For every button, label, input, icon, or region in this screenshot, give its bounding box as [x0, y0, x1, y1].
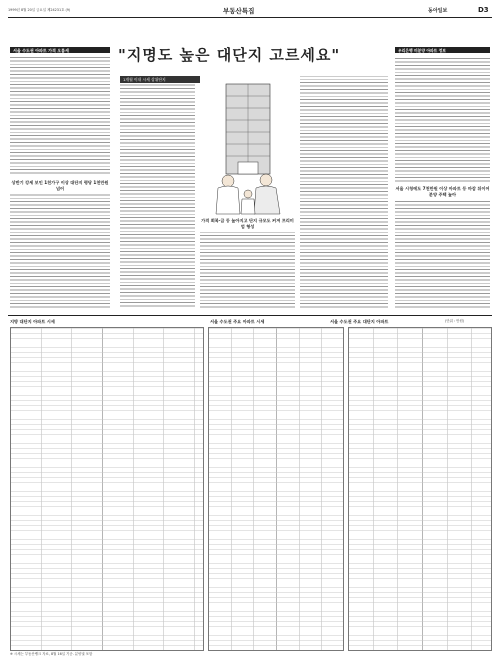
right-article-subhead: 서울 시청에도 7천만원 이상 아파트 등 마감 뒤이어 분양 주택 높아	[395, 186, 490, 197]
left-article-title: 서울 수도권 아파트 가격 오름세	[13, 47, 69, 53]
left-price-table	[10, 327, 204, 651]
person-figure	[222, 175, 234, 187]
left-article-body-2	[10, 192, 110, 310]
center-body	[200, 232, 295, 310]
issue-date: 1999년 8월 20일 금요일 제24231호 (9)	[8, 8, 71, 12]
left-table-title: 지방 대단지 아파트 시세	[10, 319, 55, 324]
illustration-caption: 1개월 이내 시세 상위단지	[123, 77, 166, 82]
left-article-body	[10, 56, 110, 176]
center-left-body	[120, 84, 195, 309]
right-price-table	[348, 327, 492, 651]
section-title: 부동산특집	[223, 7, 255, 15]
table-unit: (단위 : 만원)	[445, 319, 465, 323]
apartment-illustration	[198, 76, 298, 216]
right-article-title-bar	[395, 47, 490, 53]
left-article-subhead: 상반기 강세 보인 1천가구 이상 대단지 평당 1천만원 넘어	[11, 180, 109, 191]
left-article-title-bar	[10, 47, 110, 53]
masthead	[8, 6, 492, 16]
masthead-rule	[8, 17, 492, 18]
person-figure	[260, 174, 272, 186]
main-headline: "지명도 높은 대단지 고르세요"	[118, 46, 341, 64]
paper-name: 동아일보	[428, 8, 448, 14]
section-divider	[8, 315, 492, 316]
center-subhead: 가격 회복·급 등 높아지고 단지 규모도 커져 프리미엄 형성	[201, 218, 294, 229]
center-right-body	[300, 76, 388, 310]
right-article-body-2	[395, 200, 490, 310]
table-footnote: ※ 시세는 부동산뱅크 자료, 8월 16일 기준. 분양권 포함	[10, 652, 93, 656]
right-article-body	[395, 56, 490, 184]
right-article-title: 우리은행 미분양 아파트 정보	[398, 47, 446, 53]
right-table-title: 서울 수도권 주요 대단지 아파트	[330, 319, 389, 324]
illustration-caption-bar	[120, 76, 200, 83]
mid-table-title: 서울 수도권 주요 아파트 시세	[210, 319, 265, 324]
mid-price-table	[208, 327, 344, 651]
headline-block	[118, 44, 380, 70]
child-figure	[244, 190, 252, 198]
page-number: D3	[478, 6, 489, 14]
